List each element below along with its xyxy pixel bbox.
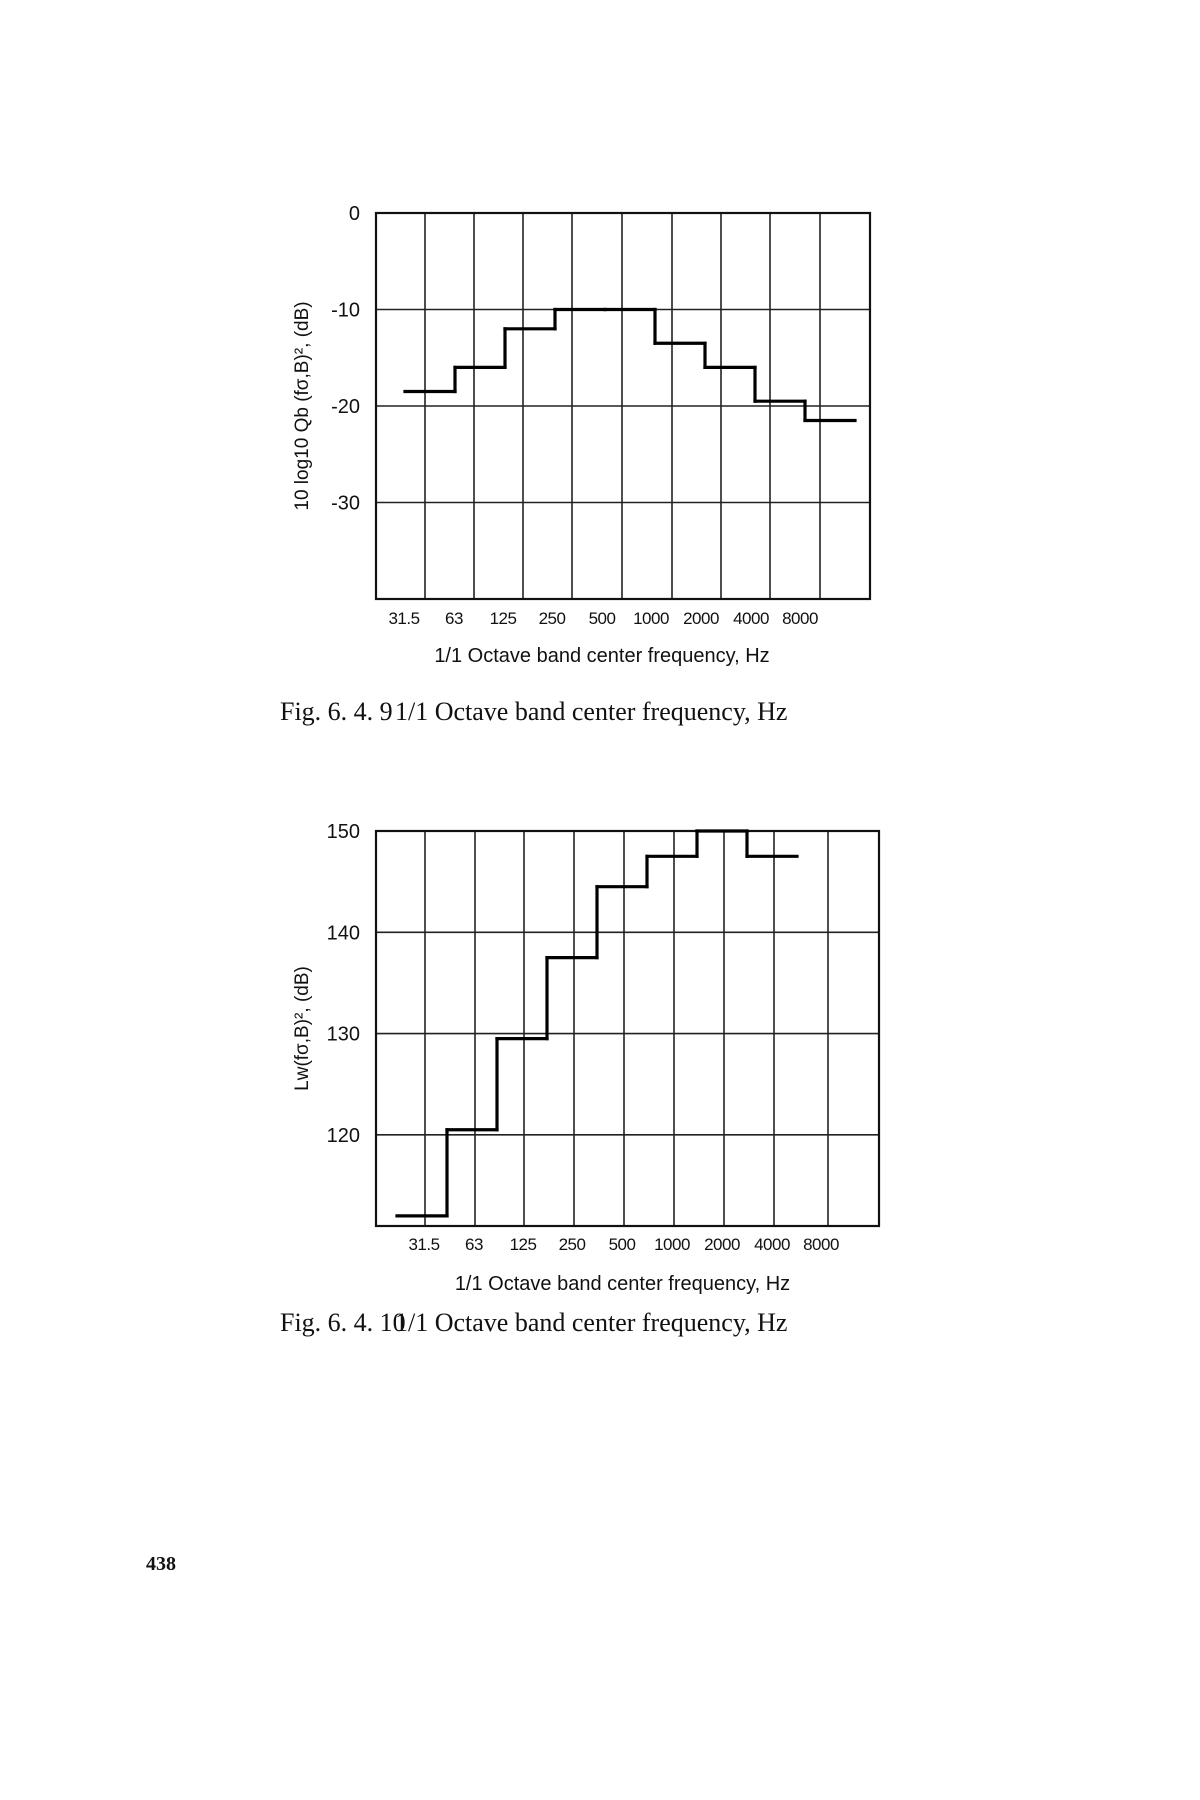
- x-tick-label: 8000: [803, 1235, 839, 1254]
- y-tick-label: 150: [326, 821, 360, 843]
- x-tick-label: 2000: [704, 1235, 740, 1254]
- figure-caption-2: [280, 1308, 787, 1338]
- x-tick-label: 250: [558, 1235, 586, 1254]
- figure-number-1: Fig. 6. 4. 9: [280, 697, 393, 726]
- x-tick-label: 500: [588, 609, 616, 628]
- figure-caption-text-2: 1/1 Octave band center frequency, Hz: [395, 1308, 788, 1337]
- y-axis-label: 10 log10 Qb (fσ,B)², (dB): [292, 301, 313, 511]
- x-axis-label: 1/1 Octave band center frequency, Hz: [434, 645, 770, 667]
- y-tick-label: 120: [326, 1124, 360, 1147]
- x-tick-label: 63: [465, 1235, 483, 1254]
- x-tick-label: 250: [538, 609, 566, 628]
- x-tick-label: 1000: [633, 609, 669, 628]
- plot-frame: [376, 831, 879, 1226]
- x-tick-label: 31.5: [408, 1235, 440, 1254]
- figure-caption-text-1: 1/1 Octave band center frequency, Hz: [395, 697, 788, 726]
- chart-2: [292, 821, 879, 1295]
- y-tick-label: 140: [326, 922, 360, 945]
- y-tick-label: -10: [331, 299, 360, 322]
- figure-number-2: Fig. 6. 4. 10: [280, 1308, 406, 1337]
- x-axis-label: 1/1 Octave band center frequency, Hz: [454, 1273, 791, 1295]
- chart-1: [292, 203, 870, 667]
- x-tick-label: 1000: [654, 1235, 690, 1254]
- x-tick-label: 4000: [754, 1235, 790, 1254]
- x-tick-label: 63: [445, 609, 463, 628]
- y-tick-label: -20: [331, 396, 360, 418]
- y-tick-label: 130: [326, 1023, 360, 1046]
- page-number: 438: [146, 1553, 176, 1575]
- x-tick-label: 2000: [683, 609, 719, 628]
- x-tick-label: 125: [509, 1235, 537, 1254]
- x-tick-label: 31.5: [388, 609, 420, 628]
- y-axis-label: Lw(fσ,B)², (dB): [292, 966, 313, 1091]
- x-tick-label: 4000: [733, 609, 769, 628]
- y-tick-label: -30: [331, 492, 360, 515]
- x-tick-label: 500: [608, 1235, 636, 1254]
- x-tick-label: 125: [489, 609, 517, 628]
- y-tick-label: 0: [348, 203, 360, 225]
- x-tick-label: 8000: [782, 609, 818, 628]
- figure-caption-1: [280, 697, 787, 727]
